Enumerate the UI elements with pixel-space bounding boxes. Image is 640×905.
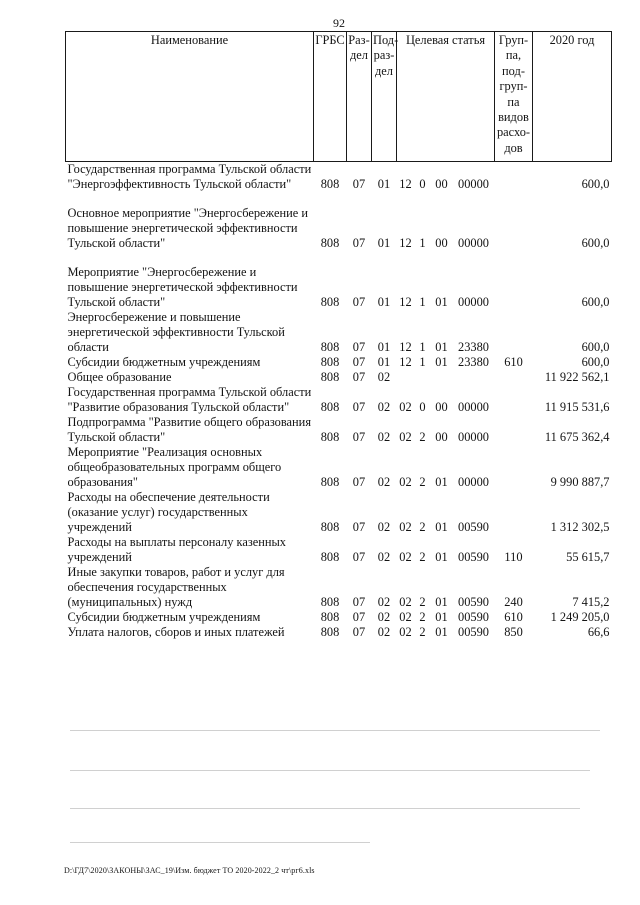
row-name: Энергосбережение и повышение энергетической эффективности Тульской области [67, 310, 285, 354]
row-podrazdel: 01 [377, 355, 391, 369]
row-target-program: 12 [399, 177, 412, 191]
row-target-event: 01 [435, 520, 448, 534]
row-target-direction: 23380 [458, 340, 489, 354]
row-amount: 11 915 531,6 [544, 400, 610, 414]
row-name: Подпрограмма "Развитие общего образования Тульской области" [67, 415, 312, 444]
row-grbs: 808 [320, 355, 340, 369]
row-razdel: 07 [352, 475, 366, 489]
row-target-program: 02 [399, 475, 412, 489]
header-name: Наименование [66, 32, 314, 162]
row-grbs: 808 [320, 430, 340, 444]
row-target-program: 02 [399, 595, 412, 609]
row-target-program: 12 [399, 340, 412, 354]
row-expense-group [495, 490, 533, 535]
row-razdel: 07 [352, 177, 366, 191]
row-expense-group [495, 370, 533, 385]
row-target-program: 12 [399, 295, 412, 309]
row-target-subprogram: 0 [419, 400, 426, 414]
row-expense-group: 240 [504, 595, 523, 609]
row-razdel: 07 [352, 400, 366, 414]
row-name: Иные закупки товаров, работ и услуг для обеспечения государственных (муниципальных) нужд [67, 565, 285, 609]
row-target-subprogram: 2 [419, 520, 426, 534]
row-target-direction: 00000 [458, 430, 489, 444]
table-row [66, 370, 612, 385]
row-razdel: 07 [352, 595, 366, 609]
row-spacer [66, 192, 612, 206]
row-name: Расходы на выплаты персоналу казенных учреждений [67, 535, 286, 564]
row-podrazdel: 01 [377, 340, 391, 354]
row-amount: 11 922 562,1 [544, 370, 610, 384]
row-expense-group [495, 310, 533, 355]
row-name: Мероприятие "Энергосбережение и повышение энергетической эффективности Тульской области" [67, 265, 298, 309]
row-razdel: 07 [352, 355, 366, 369]
table-row [66, 610, 612, 625]
row-podrazdel: 02 [377, 475, 391, 489]
row-grbs: 808 [320, 625, 340, 639]
row-target-direction: 00590 [458, 625, 489, 639]
row-target-program: 12 [399, 355, 412, 369]
row-target-program: 02 [399, 625, 412, 639]
row-podrazdel: 02 [377, 430, 391, 444]
row-grbs: 808 [320, 177, 340, 191]
row-podrazdel: 02 [377, 370, 391, 384]
header-razdel: Раз-дел [347, 32, 372, 162]
row-razdel: 07 [352, 550, 366, 564]
table-row [66, 535, 612, 565]
row-target-subprogram: 2 [419, 475, 426, 489]
row-target-direction: 00000 [458, 295, 489, 309]
row-expense-group: 110 [504, 550, 523, 564]
row-target-program: 02 [399, 610, 412, 624]
row-podrazdel: 02 [377, 520, 391, 534]
row-target-subprogram: 2 [419, 550, 426, 564]
faint-line [70, 730, 600, 731]
row-target-event: 01 [435, 340, 448, 354]
row-name: Субсидии бюджетным учреждениям [67, 610, 261, 624]
row-amount: 600,0 [581, 355, 610, 369]
table-row [66, 265, 612, 310]
row-name: Государственная программа Тульской области "Энергоэффективность Тульской области" [67, 162, 312, 191]
row-name: Основное мероприятие "Энергосбережение и повышение энергетической эффективности Тульской области" [67, 206, 308, 250]
row-target-direction: 00590 [458, 520, 489, 534]
row-razdel: 07 [352, 295, 366, 309]
row-target-direction: 00590 [458, 550, 489, 564]
row-amount: 7 415,2 [572, 595, 610, 609]
header-grbs: ГРБС [314, 32, 347, 162]
row-podrazdel: 02 [377, 400, 391, 414]
row-spacer-cell [66, 192, 612, 206]
row-target-direction: 00590 [458, 610, 489, 624]
row-amount: 11 675 362,4 [544, 430, 610, 444]
row-expense-group: 850 [504, 625, 523, 639]
row-target-event: 01 [435, 550, 448, 564]
table-row [66, 415, 612, 445]
table-row [66, 565, 612, 610]
row-target-direction: 00000 [458, 236, 489, 250]
row-target-event: 01 [435, 595, 448, 609]
table-row [66, 162, 612, 193]
row-expense-group [495, 415, 533, 445]
header-target-article: Целевая статья [397, 32, 495, 162]
table-header-row [66, 32, 612, 162]
row-target-event [431, 370, 453, 385]
table-row [66, 385, 612, 415]
row-expense-group [495, 445, 533, 490]
row-target-event: 00 [435, 177, 448, 191]
row-name: Расходы на обеспечение деятельности (оказание услуг) государственных учреждений [67, 490, 270, 534]
row-target-direction: 00590 [458, 595, 489, 609]
row-target-event: 01 [435, 355, 448, 369]
row-name: Государственная программа Тульской области "Развитие образования Тульской области" [67, 385, 312, 414]
row-podrazdel: 02 [377, 595, 391, 609]
row-target-direction [453, 370, 495, 385]
row-expense-group: 610 [504, 610, 523, 624]
row-target-event: 01 [435, 295, 448, 309]
row-amount: 1 249 205,0 [550, 610, 610, 624]
row-target-event: 01 [435, 625, 448, 639]
row-spacer [66, 251, 612, 265]
table-row [66, 206, 612, 251]
row-target-event: 01 [435, 475, 448, 489]
row-amount: 600,0 [581, 177, 610, 191]
row-amount: 600,0 [581, 295, 610, 309]
row-target-subprogram: 0 [419, 177, 426, 191]
header-podrazdel: Под-раз-дел [372, 32, 397, 162]
row-target-program: 02 [399, 400, 412, 414]
faint-line [70, 770, 590, 771]
row-expense-group [495, 385, 533, 415]
row-grbs: 808 [320, 520, 340, 534]
row-target-program: 02 [399, 550, 412, 564]
row-amount: 55 615,7 [566, 550, 610, 564]
table-row [66, 625, 612, 640]
row-expense-group [495, 162, 533, 193]
row-grbs: 808 [320, 475, 340, 489]
table-body [66, 162, 612, 641]
row-expense-group [495, 265, 533, 310]
row-podrazdel: 01 [377, 177, 391, 191]
row-target-event: 01 [435, 610, 448, 624]
row-target-subprogram: 1 [419, 355, 426, 369]
row-target-subprogram: 1 [419, 236, 426, 250]
row-amount: 600,0 [581, 340, 610, 354]
row-target-direction: 00000 [458, 177, 489, 191]
row-target-subprogram: 1 [419, 295, 426, 309]
faint-line [70, 808, 580, 809]
row-podrazdel: 02 [377, 625, 391, 639]
row-target-direction: 23380 [458, 355, 489, 369]
table-row [66, 445, 612, 490]
row-razdel: 07 [352, 610, 366, 624]
budget-table [65, 31, 612, 640]
row-target-event: 00 [435, 400, 448, 414]
table-row [66, 355, 612, 370]
row-name: Мероприятие "Реализация основных общеобразовательных программ общего образования" [67, 445, 282, 489]
row-name: Общее образование [67, 370, 172, 384]
row-podrazdel: 01 [377, 236, 391, 250]
row-target-subprogram [415, 370, 431, 385]
row-name: Уплата налогов, сборов и иных платежей [67, 625, 285, 639]
row-podrazdel: 02 [377, 610, 391, 624]
row-grbs: 808 [320, 370, 340, 384]
table-row [66, 490, 612, 535]
row-target-program: 02 [399, 520, 412, 534]
row-grbs: 808 [320, 610, 340, 624]
row-target-subprogram: 2 [419, 610, 426, 624]
row-grbs: 808 [320, 340, 340, 354]
row-expense-group: 610 [504, 355, 523, 369]
row-amount: 66,6 [587, 625, 610, 639]
row-grbs: 808 [320, 595, 340, 609]
table-row [66, 310, 612, 355]
page-number: 92 [333, 16, 345, 30]
row-target-direction: 00000 [458, 475, 489, 489]
row-razdel: 07 [352, 520, 366, 534]
row-target-subprogram: 2 [419, 595, 426, 609]
row-grbs: 808 [320, 295, 340, 309]
row-expense-group [495, 206, 533, 251]
row-amount: 9 990 887,7 [550, 475, 610, 489]
row-podrazdel: 02 [377, 550, 391, 564]
row-razdel: 07 [352, 370, 366, 384]
row-target-subprogram: 2 [419, 625, 426, 639]
row-target-direction: 00000 [458, 400, 489, 414]
row-name: Субсидии бюджетным учреждениям [67, 355, 261, 369]
header-expense-group: Груп-па, под-груп-па видов расхо-дов [495, 32, 533, 162]
row-target-program: 12 [399, 236, 412, 250]
row-target-subprogram: 1 [419, 340, 426, 354]
row-target-event: 00 [435, 430, 448, 444]
faint-line [70, 842, 370, 843]
row-razdel: 07 [352, 625, 366, 639]
row-amount: 1 312 302,5 [550, 520, 610, 534]
row-target-program [397, 370, 415, 385]
row-amount: 600,0 [581, 236, 610, 250]
row-razdel: 07 [352, 430, 366, 444]
row-target-subprogram: 2 [419, 430, 426, 444]
row-target-program: 02 [399, 430, 412, 444]
row-spacer-cell [66, 251, 612, 265]
footer-file-path: D:\ГД7\2020\ЗАКОНЫ\ЗАС_19\Изм. бюджет ТО 2020-2022_2 чт\рг6.xls [64, 866, 315, 875]
header-year: 2020 год [533, 32, 612, 162]
row-target-event: 00 [435, 236, 448, 250]
row-grbs: 808 [320, 236, 340, 250]
row-razdel: 07 [352, 340, 366, 354]
row-grbs: 808 [320, 550, 340, 564]
row-razdel: 07 [352, 236, 366, 250]
row-grbs: 808 [320, 400, 340, 414]
row-podrazdel: 01 [377, 295, 391, 309]
